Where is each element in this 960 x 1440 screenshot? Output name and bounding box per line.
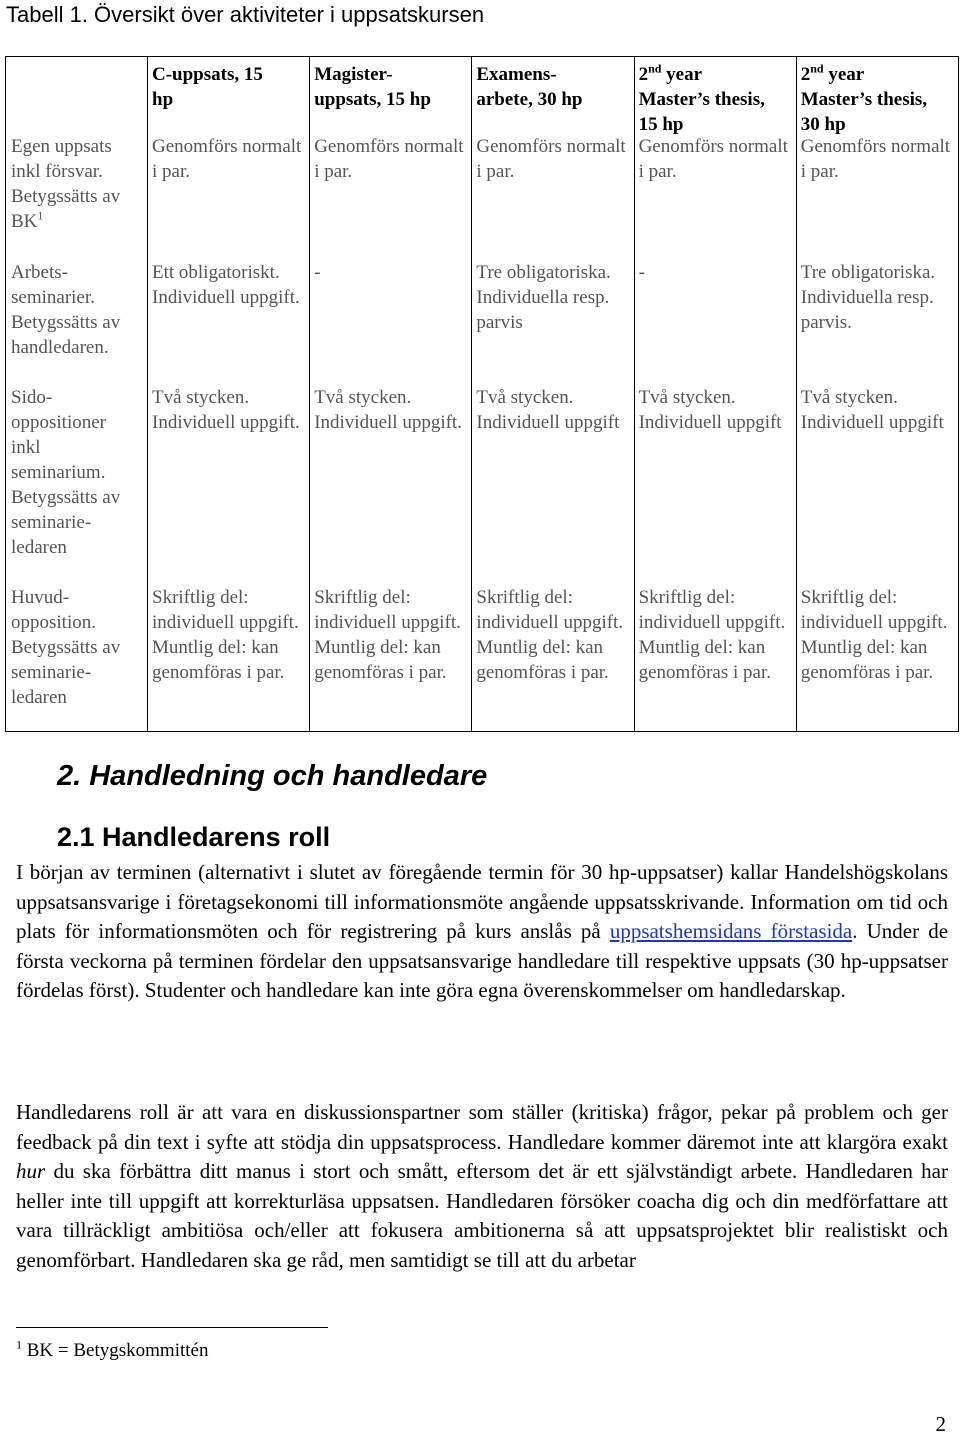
table-cell: Två stycken. Individuell uppgift (800, 387, 944, 433)
table-cell: Genomförs normalt i par. (152, 136, 302, 182)
column-header: 2nd year Master’s thesis, 15 hp (638, 61, 765, 135)
table-cell: Två stycken. Individuell uppgift (476, 387, 620, 433)
table-cell: Två stycken. Individuell uppgift (638, 387, 782, 433)
table-cell: Tre obligatoriska. Individuella resp. parvis. (800, 262, 936, 333)
table-cell: Skriftlig del: individuell uppgift. Muntlig del: kan genomföras i par. (476, 587, 624, 683)
table-cell: Genomförs normalt i par. (638, 136, 788, 182)
paragraph-1: I början av terminen (alternativt i slutet av föregående termin för 30 hp-uppsatser) kallar Handelshögskolans uppsatsansvarige i företagsekonomi till informationsmöte angående uppsatsskrivande. Information om tid och plats för informationsmöten och för registrering på kurs anslås på uppsatshemsidans förstasida. Under de första veckorna på terminen fördelar den uppsatsansvarige handledare till respektive uppsats (30 hp-uppsatser fördelas först). Studenter och handledare kan inte göra egna överenskommelser om handledarskap. (16, 860, 949, 1003)
paragraph-2: Handledarens roll är att vara en diskussionspartner som ställer (kritiska) frågor, pekar på problem och ger feedback på din text i syfte att stödja din uppsatsprocess. Handledare kommer däremot inte att klargöra exakt hur du ska förbättra ditt manus i stort och smått, eftersom det är ett självständigt arbete. Handledaren har heller inte till uppgift att korrekturläsa uppsatsen. Handledaren försöker coacha dig och din medförfattare att vara tillräckligt ambitiösa och/eller att fokusera ambitionerna så att uppsatsprojektet blir realistiskt och genomförbart. Handledaren ska ge råd, men samtidigt se till att du arbetar (16, 1100, 948, 1272)
row-label-column (6, 57, 148, 732)
table-cell: Två stycken. Individuell uppgift. (152, 387, 300, 433)
column-magister-uppsats (310, 57, 472, 732)
activities-table (5, 56, 959, 732)
table-cell: Ett obligatoriskt. Individuell uppgift. (152, 262, 300, 308)
table-cell: - (638, 262, 645, 283)
table-cell: Genomförs normalt i par. (314, 136, 464, 182)
table-cell: Två stycken. Individuell uppgift. (314, 387, 462, 433)
row-label-work-seminars: Arbets-seminarier. Betygssätts av handledaren. (11, 262, 121, 358)
homepage-link[interactable]: uppsatshemsidans förstasida (609, 919, 853, 944)
table-cell: - (314, 262, 321, 283)
column-header: Magister-uppsats, 15 hp (314, 64, 431, 110)
row-label-own-thesis: Egen uppsats inkl försvar. Betygssätts av $BK^1$ (11, 136, 121, 232)
column-header: C-uppsats, 15 hp (152, 64, 263, 110)
column-masters-15hp (634, 57, 796, 732)
column-header: Examens-arbete, 30 hp (476, 64, 583, 110)
subsection-heading: 2.1 Handledarens roll (57, 822, 331, 852)
row-label-main-opposition: Huvud-opposition. Betygssätts av seminarie-ledaren (11, 587, 121, 708)
table-cell: Skriftlig del: individuell uppgift. Muntlig del: kan genomföras i par. (638, 587, 786, 683)
table-cell: Tre obligatoriska. Individuella resp. parvis (476, 262, 611, 333)
column-header: 2nd year Master’s thesis, 30 hp (800, 61, 928, 135)
table-caption: Tabell 1. Översikt över aktiviteter i uppsatskursen (6, 2, 485, 27)
table-cell: Skriftlig del: individuell uppgift. Muntlig del: kan genomföras i par. (314, 587, 461, 683)
table-cell: Skriftlig del: individuell uppgift. Muntlig del: kan genomföras i par. (152, 587, 299, 683)
emphasis: hur (16, 1159, 46, 1184)
footnote: $^1$ BK = Betygskommittén (16, 1337, 209, 1361)
table-cell: Genomförs normalt i par. (800, 136, 951, 182)
column-masters-30hp (796, 57, 958, 732)
column-examensarbete (472, 57, 634, 732)
page-number: 2 (935, 1412, 946, 1436)
table-row (6, 57, 959, 732)
footnote-divider (16, 1327, 328, 1328)
row-label-side-oppositions: Sido-oppositioner inkl seminarium. Betygssätts av seminarie-ledaren (11, 387, 121, 558)
column-c-uppsats (148, 57, 310, 732)
table-cell: Genomförs normalt i par. (476, 136, 626, 182)
section-heading: 2. Handledning och handledare (57, 760, 488, 792)
table-cell: Skriftlig del: individuell uppgift. Muntlig del: kan genomföras i par. (800, 587, 948, 683)
